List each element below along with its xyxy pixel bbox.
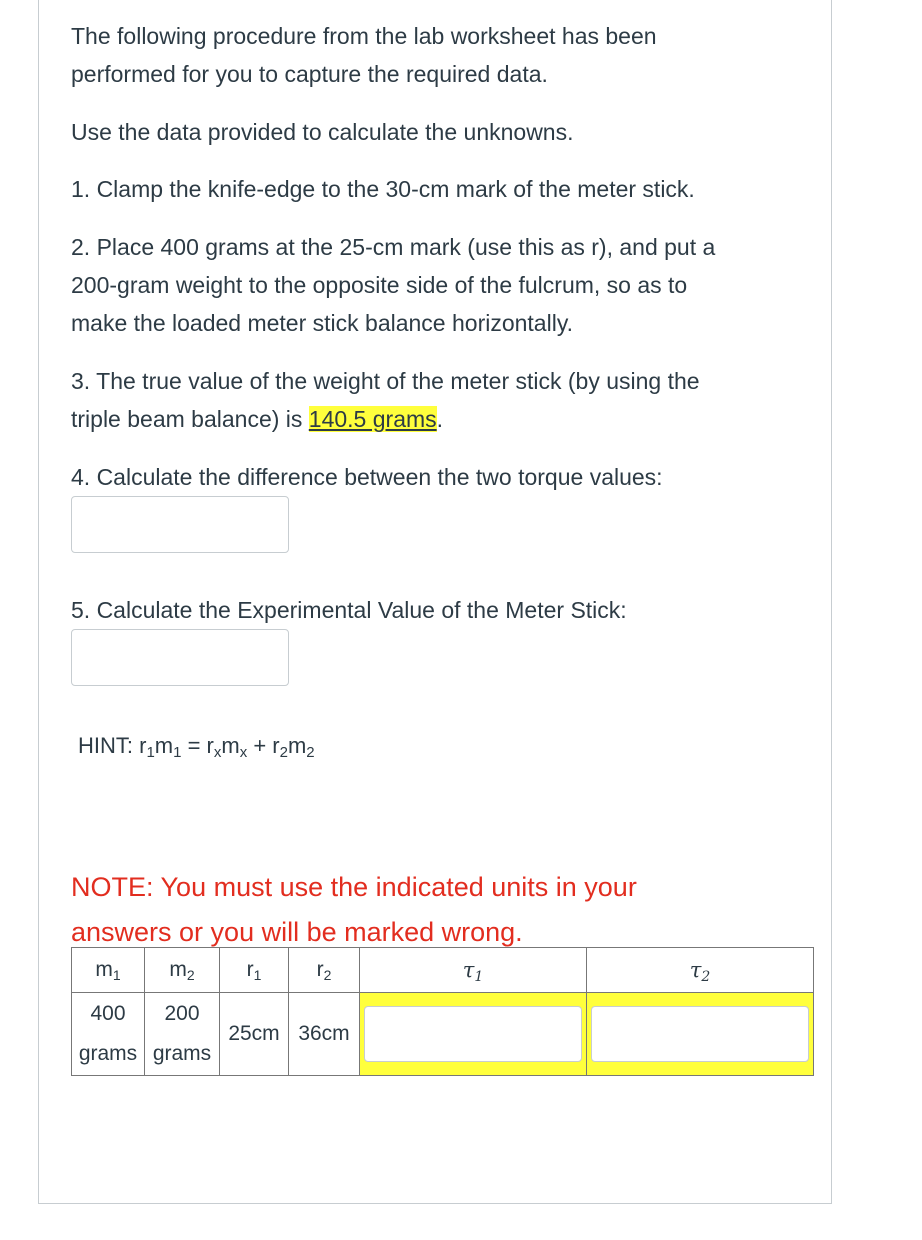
header-r1: $r_1$ — [220, 948, 289, 993]
step-1: 1. Clamp the knife-edge to the 30-cm mark of the meter stick. — [71, 176, 695, 202]
step-3-text: triple beam balance) is — [71, 406, 309, 432]
cell-r1: 25cm — [220, 993, 289, 1076]
header-m2: $m_2$ — [145, 948, 220, 993]
hint-formula — [78, 731, 315, 761]
intro-line-1: The following procedure from the lab worksheet has been — [71, 23, 657, 49]
step-5: 5. Calculate the Experimental Value of the Meter Stick: — [71, 597, 627, 623]
cell-tau1 — [360, 993, 587, 1076]
hint-sub: 1 — [146, 744, 155, 761]
hint-sub: 2 — [306, 744, 315, 761]
m2-unit: grams — [152, 1042, 212, 1065]
experimental-value-input[interactable] — [71, 629, 289, 686]
step-2-line-1: 2. Place 400 grams at the 25-cm mark (use this as r), and put a — [71, 234, 716, 260]
table-header-row — [72, 948, 814, 993]
step-3-line-1: 3. The true value of the weight of the meter stick (by using the — [71, 368, 700, 394]
hint-label: HINT: — [78, 733, 140, 758]
hint-equals: = — [181, 733, 207, 758]
hint-sub: 1 — [173, 744, 182, 761]
header-tau2: $\tau_2$ — [587, 948, 814, 993]
intro-line-2: performed for you to capture the required data. — [71, 61, 548, 87]
tau1-input[interactable] — [364, 1006, 582, 1062]
meter-stick-true-weight: 140.5 grams — [308, 406, 437, 432]
step-3-period: . — [436, 406, 444, 432]
hint-m2: m — [287, 733, 307, 758]
table-row — [72, 993, 814, 1076]
tau2-input[interactable] — [591, 1006, 809, 1062]
cell-m1 — [72, 993, 145, 1076]
step-2-line-3: make the loaded meter stick balance horizontally. — [71, 310, 574, 336]
hint-sub: x — [239, 744, 248, 761]
step-3-line-2 — [71, 400, 443, 438]
hint-mx: m — [221, 733, 240, 758]
cell-m2 — [145, 993, 220, 1076]
m1-unit: grams — [78, 1042, 138, 1065]
step-4: 4. Calculate the difference between the two torque values: — [71, 464, 663, 490]
note-line-2: answers or you will be marked wrong. — [71, 917, 523, 947]
step-2-line-2: 200-gram weight to the opposite side of the fulcrum, so as to — [71, 272, 688, 298]
header-tau1: $\tau_1$ — [360, 948, 587, 993]
hint-r1: r — [139, 733, 147, 758]
m2-value: 200 — [164, 1002, 200, 1025]
note-line-1: NOTE: You must use the indicated units in your — [71, 872, 637, 902]
m1-value: 400 — [90, 1002, 126, 1025]
hint-sub: 2 — [279, 744, 288, 761]
cell-tau2 — [587, 993, 814, 1076]
hint-sub: x — [213, 744, 222, 761]
hint-m1: m — [154, 733, 174, 758]
header-m1: $m_1$ — [72, 948, 145, 993]
use-data-text: Use the data provided to calculate the unknowns. — [71, 119, 574, 145]
hint-plus: + — [247, 733, 273, 758]
hint-rx: r — [206, 733, 214, 758]
header-r2: $r_2$ — [289, 948, 360, 993]
hint-r2: r — [272, 733, 280, 758]
cell-r2: 36cm — [289, 993, 360, 1076]
data-table — [71, 947, 814, 1076]
torque-difference-input[interactable] — [71, 496, 289, 553]
